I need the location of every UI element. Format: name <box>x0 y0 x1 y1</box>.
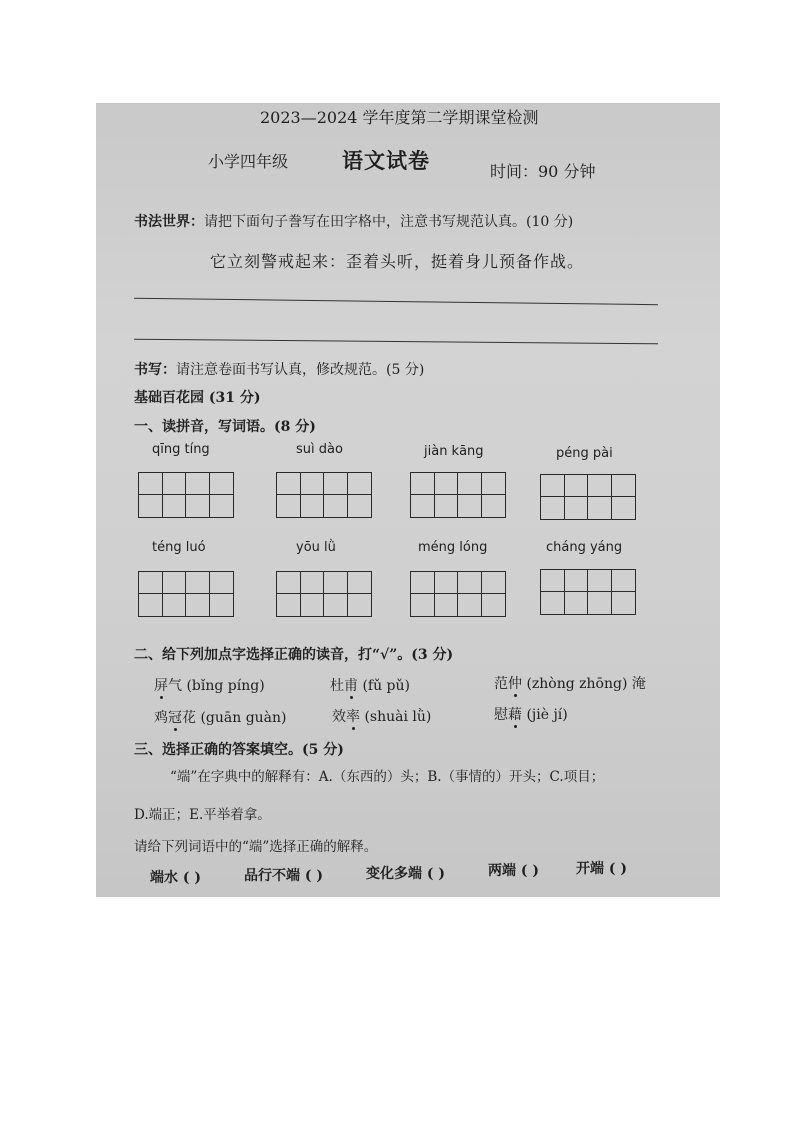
q3-heading: 三、选择正确的答案填空。(5 分) <box>134 742 344 758</box>
pinyin-label: péng pài <box>556 446 613 461</box>
handwriting-section <box>134 359 424 379</box>
dotted-character: 率 <box>346 706 360 726</box>
definition-text: D.端正；E.平举着拿。 <box>134 807 271 823</box>
dotted-character: 仲 <box>508 673 522 693</box>
writing-grid[interactable] <box>138 571 234 617</box>
basics-heading: 基础百花园 (31 分) <box>134 390 261 406</box>
definition-text: “端”在字典中的解释有：A.（东西的）头；B.（事情的）开头；C.项目； <box>170 769 605 785</box>
writing-grid[interactable] <box>540 474 636 520</box>
pinyin-label: méng lóng <box>418 540 488 555</box>
exam-title: 2023—2024 学年度第二学期课堂检测 <box>260 108 539 127</box>
pronunciation-choice[interactable]: 效率 (shuài lǜ) <box>332 706 431 726</box>
pinyin-label: cháng yáng <box>546 540 623 555</box>
pinyin-label: qīng tíng <box>152 442 210 457</box>
writing-grid[interactable] <box>276 472 372 518</box>
q2-heading: 二、给下列加点字选择正确的读音，打“√”。(3 分) <box>134 647 454 663</box>
writing-line-1 <box>134 298 658 305</box>
answer-blank[interactable]: 变化多端 ( ) <box>366 866 445 882</box>
calligraphy-heading: 书法世界： <box>134 214 204 230</box>
dotted-character: 藉 <box>508 704 522 724</box>
pronunciation-choice[interactable]: 鸡冠花 (guān guàn) <box>154 707 287 727</box>
handwriting-instruction: 请注意卷面书写认真，修改规范。(5 分) <box>176 362 425 378</box>
subject-title: 语文试卷 <box>342 148 430 173</box>
dotted-character: 屏 <box>154 675 168 695</box>
exam-sheet <box>96 103 720 897</box>
handwriting-heading: 书写： <box>134 362 176 378</box>
calligraphy-instruction: 请把下面句子誊写在田字格中，注意书写规范认真。(10 分) <box>204 214 574 230</box>
answer-blank[interactable]: 品行不端 ( ) <box>244 868 323 884</box>
writing-grid[interactable] <box>276 571 372 617</box>
dotted-character: 冠 <box>168 707 182 727</box>
answer-blank[interactable]: 开端 ( ) <box>576 861 627 877</box>
pronunciation-choice[interactable]: 屏气 (bǐng píng) <box>154 675 265 695</box>
dotted-character: 甫 <box>344 675 358 695</box>
duration-label: 时间：90 分钟 <box>490 162 596 181</box>
pinyin-label: téng luó <box>152 540 206 555</box>
pinyin-label: suì dào <box>296 442 343 457</box>
writing-grid[interactable] <box>410 571 506 617</box>
pronunciation-choice[interactable]: 范仲 (zhòng zhōng) 淹 <box>494 673 646 693</box>
writing-grid[interactable] <box>540 569 636 615</box>
answer-blank[interactable]: 两端 ( ) <box>488 863 539 879</box>
q1-heading: 一、读拼音，写词语。(8 分) <box>134 419 316 435</box>
q3-instruction: 请给下列词语中的“端”选择正确的解释。 <box>134 839 378 855</box>
writing-grid[interactable] <box>410 472 506 518</box>
pronunciation-choice[interactable]: 杜甫 (fǔ pǔ) <box>330 675 410 695</box>
pinyin-label: yōu lǜ <box>296 540 336 555</box>
answer-blank[interactable]: 端水 ( ) <box>150 870 201 886</box>
pronunciation-choice[interactable]: 慰藉 (jiè jí) <box>494 704 568 724</box>
writing-line-2 <box>134 339 658 345</box>
calligraphy-sentence: 它立刻警戒起来：歪着头听，挺着身儿预备作战。 <box>210 252 585 271</box>
writing-grid[interactable] <box>138 472 234 518</box>
grade-label: 小学四年级 <box>208 152 289 171</box>
pinyin-label: jiàn kāng <box>424 444 484 459</box>
calligraphy-section <box>134 211 573 231</box>
